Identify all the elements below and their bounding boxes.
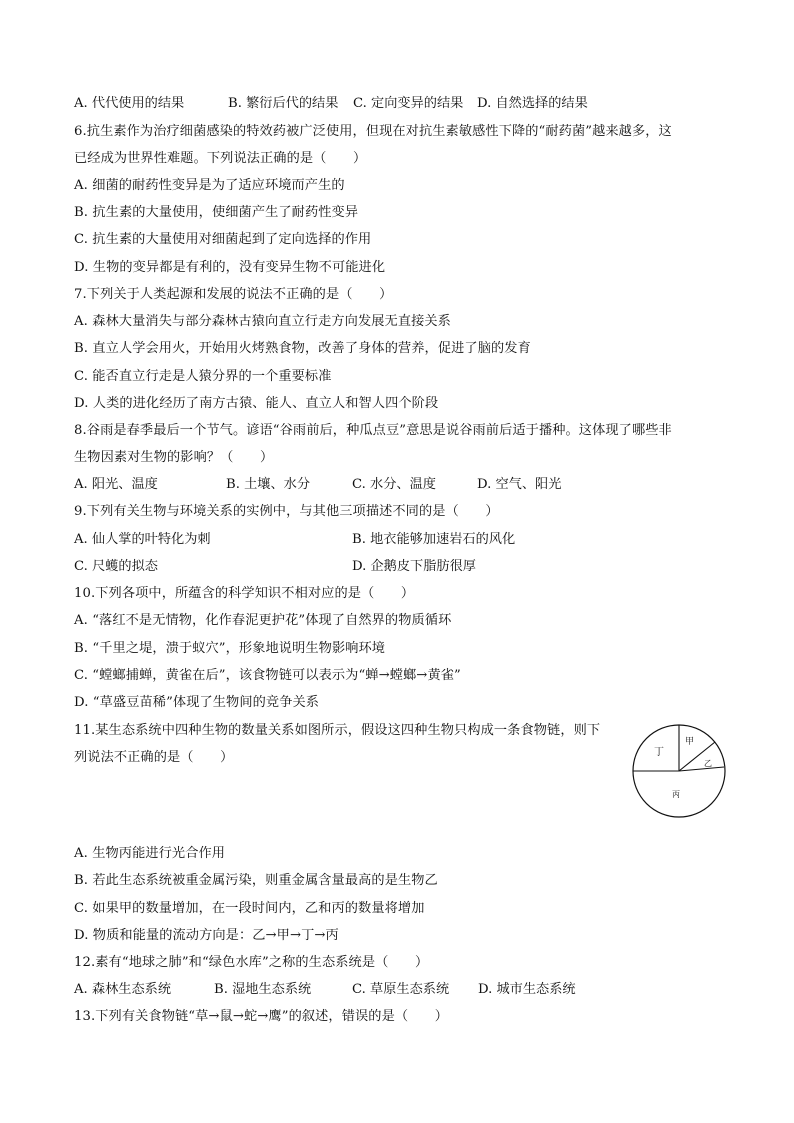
q12-option-a: A. 森林生态系统 (74, 982, 172, 997)
q6-option-a: A. 细菌的耐药性变异是为了适应环境而产生的 (74, 178, 345, 193)
q8-option-a: A. 阳光、温度 (74, 477, 158, 492)
q10-stem: 10.下列各项中，所蕴含的科学知识不相对应的是（ ） (74, 586, 415, 601)
q7-option-d: D. 人类的进化经历了南方古猿、能人、直立人和智人四个阶段 (74, 396, 439, 411)
q7-option-b: B. 直立人学会用火，开始用火烤熟食物，改善了身体的营养，促进了脑的发育 (74, 341, 531, 356)
q6-option-b: B. 抗生素的大量使用，使细菌产生了耐药性变异 (74, 205, 359, 220)
q9-option-d: D. 企鹅皮下脂肪很厚 (352, 559, 476, 574)
q10-option-a: A. “落红不是无情物，化作春泥更护花”体现了自然界的物质循环 (74, 613, 452, 628)
q11-pie-figure (630, 722, 728, 820)
q9-option-b: B. 地衣能够加速岩石的风化 (352, 532, 516, 547)
q11-option-c: C. 如果甲的数量增加，在一段时间内，乙和丙的数量将增加 (74, 901, 425, 916)
q11-stem-line2: 列说法不正确的是（ ） (74, 750, 234, 765)
q5-option-d: D. 自然选择的结果 (477, 96, 588, 111)
q12-option-d: D. 城市生态系统 (478, 982, 576, 997)
q9-option-c: C. 尺蠖的拟态 (74, 559, 158, 574)
q7-option-c: C. 能否直立行走是人猿分界的一个重要标准 (74, 369, 332, 384)
q6-stem-line2: 已经成为世界性难题。下列说法正确的是（ ） (74, 151, 367, 166)
q5-option-b: B. 繁衍后代的结果 (228, 96, 339, 111)
q9-stem: 9.下列有关生物与环境关系的实例中，与其他三项描述不同的是（ ） (74, 504, 499, 519)
q11-option-d: D. 物质和能量的流动方向是：乙→甲→丁→丙 (74, 928, 339, 943)
q5-option-a: A. 代代使用的结果 (74, 96, 185, 111)
q10-option-c: C. “螳螂捕蝉，黄雀在后”，该食物链可以表示为“蝉→螳螂→黄雀” (74, 668, 461, 683)
q10-option-d: D. “草盛豆苗稀”体现了生物间的竞争关系 (74, 695, 320, 710)
q8-option-c: C. 水分、温度 (352, 477, 436, 492)
q13-stem: 13.下列有关食物链“草→鼠→蛇→鹰”的叙述，错误的是（ ） (74, 1009, 449, 1024)
q11-stem-line1: 11.某生态系统中四种生物的数量关系如图所示，假设这四种生物只构成一条食物链，则下 (74, 723, 601, 738)
pie-label-yi: 乙 (704, 759, 712, 768)
q8-stem-line1: 8.谷雨是春季最后一个节气。谚语“谷雨前后，种瓜点豆”意思是说谷雨前后适于播种。这体现了哪些非 (74, 423, 672, 438)
pie-label-ding: 丁 (654, 747, 664, 758)
q5-option-c: C. 定向变异的结果 (353, 96, 464, 111)
q11-option-a: A. 生物丙能进行光合作用 (74, 846, 226, 861)
pie-label-bing: 丙 (672, 790, 680, 799)
q6-option-d: D. 生物的变异都是有利的，没有变异生物不可能进化 (74, 260, 386, 275)
q12-stem: 12.素有“地球之肺”和“绿色水库”之称的生态系统是（ ） (74, 955, 429, 970)
q7-stem: 7.下列关于人类起源和发展的说法不正确的是（ ） (74, 287, 393, 302)
q10-option-b: B. “千里之堤，溃于蚁穴”，形象地说明生物影响环境 (74, 641, 386, 656)
q6-stem-line1: 6.抗生素作为治疗细菌感染的特效药被广泛使用，但现在对抗生素敏感性下降的“耐药菌”越来越多，这 (74, 124, 672, 139)
q9-option-a: A. 仙人掌的叶特化为刺 (74, 532, 211, 547)
q12-option-b: B. 湿地生态系统 (214, 982, 312, 997)
q6-option-c: C. 抗生素的大量使用对细菌起到了定向选择的作用 (74, 232, 372, 247)
q11-option-b: B. 若此生态系统被重金属污染，则重金属含量最高的是生物乙 (74, 873, 438, 888)
q7-option-a: A. 森林大量消失与部分森林古猿向直立行走方向发展无直接关系 (74, 314, 451, 329)
q8-option-b: B. 土壤、水分 (226, 477, 311, 492)
q8-stem-line2: 生物因素对生物的影响？（ ） (74, 450, 274, 465)
q12-option-c: C. 草原生态系统 (352, 982, 450, 997)
pie-label-jia: 甲 (685, 737, 695, 747)
q8-option-d: D. 空气、阳光 (477, 477, 562, 492)
